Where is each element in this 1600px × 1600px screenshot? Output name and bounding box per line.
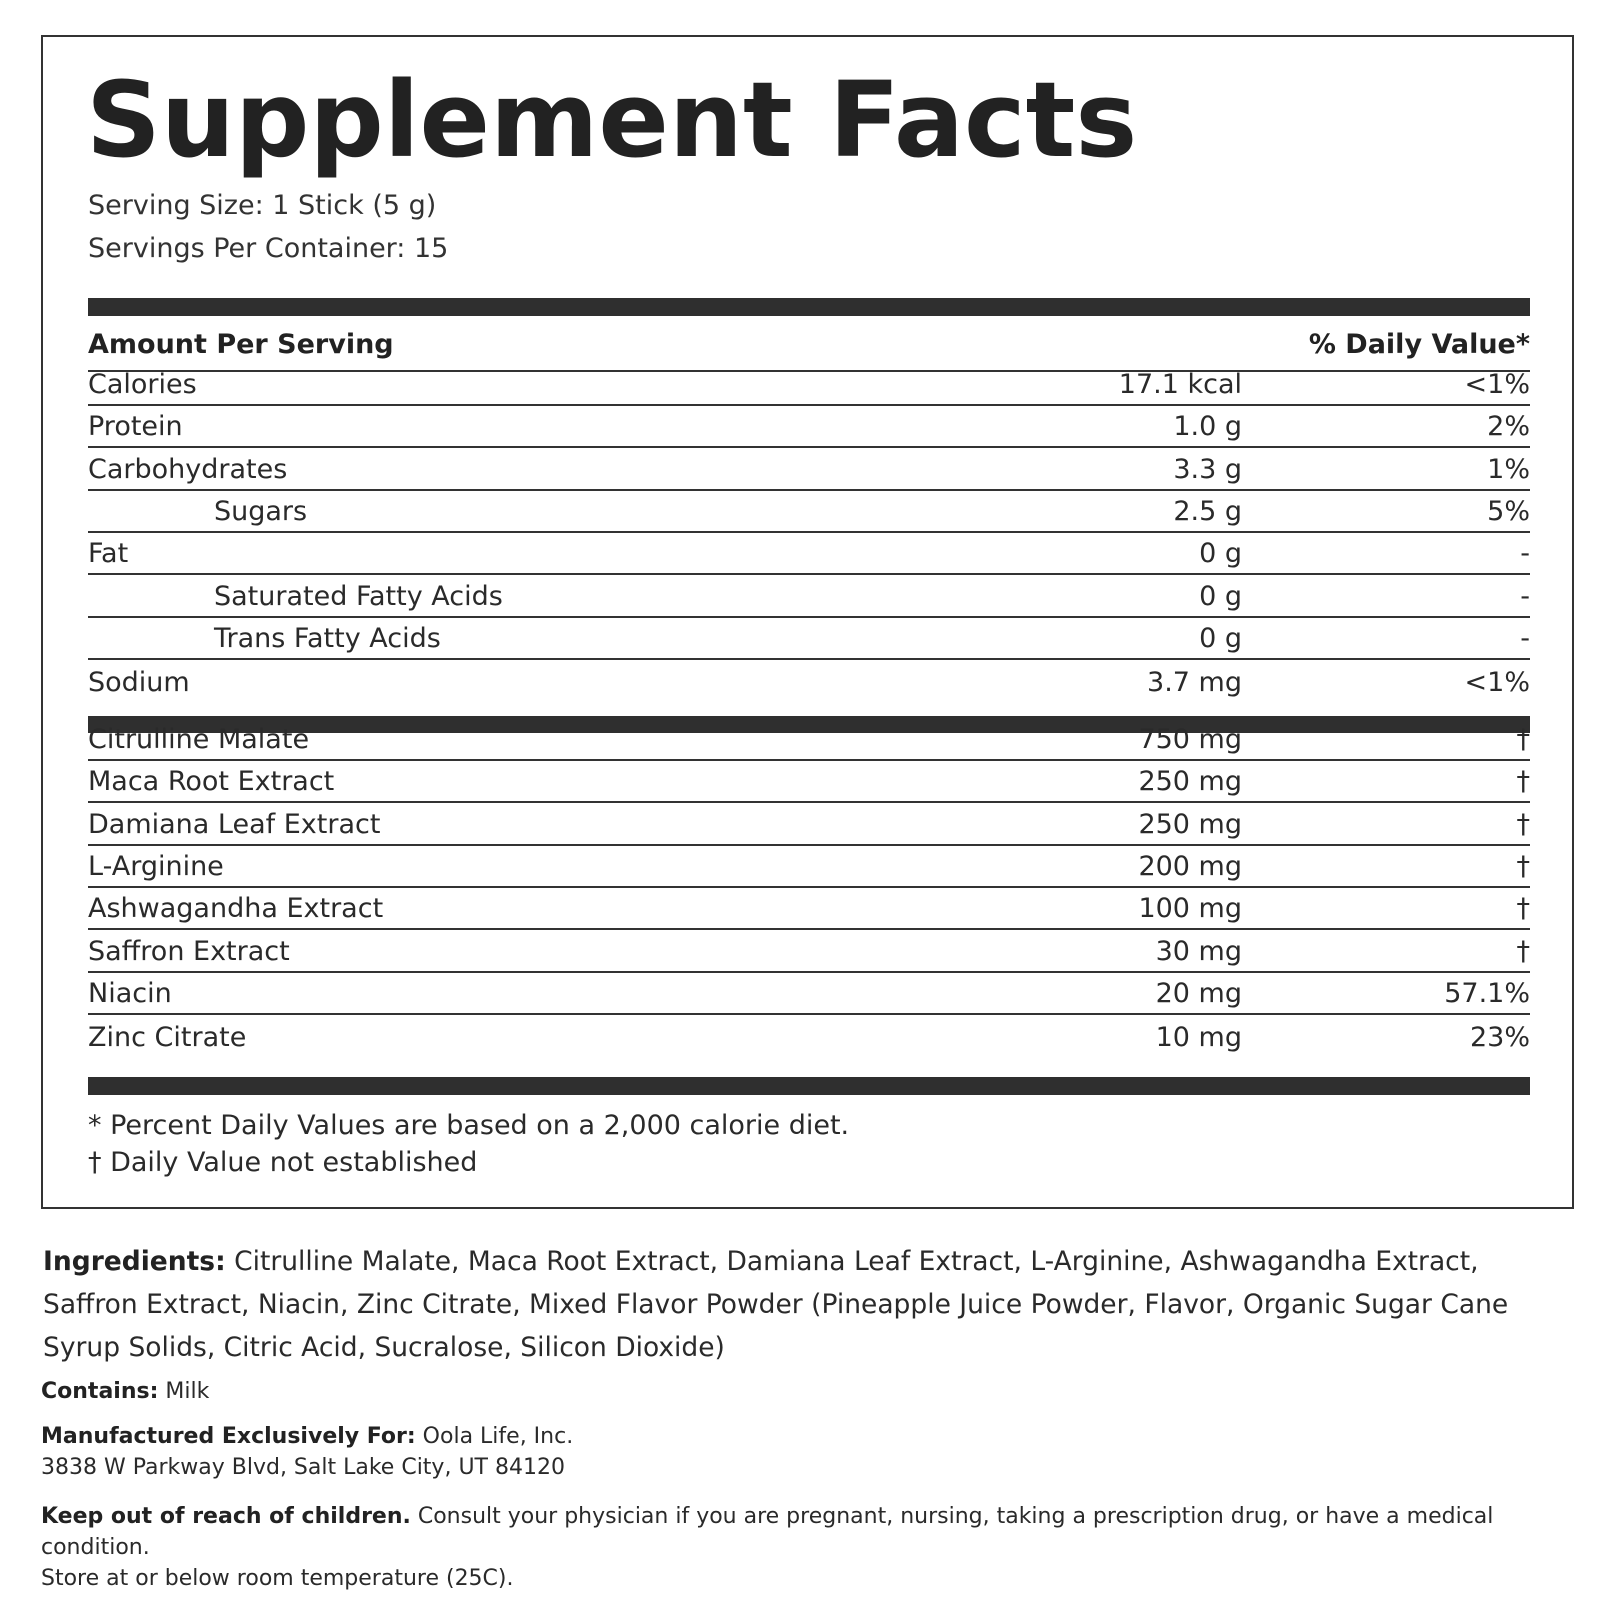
servings-per-container: Servings Per Container: 15 <box>88 233 449 264</box>
nutrient-name: Protein <box>88 411 183 443</box>
ingredient-amount: 10 mg <box>1155 1022 1242 1054</box>
ingredient-name: Niacin <box>88 977 172 1009</box>
panel-title: Supplement Facts <box>86 59 1138 181</box>
storage-text: Store at or below room temperature (25C). <box>41 1566 514 1591</box>
nutrient-name: Fat <box>88 538 129 570</box>
manufacturer-address: 3838 W Parkway Blvd, Salt Lake City, UT 84120 <box>41 1455 565 1480</box>
nutrient-name: Saturated Fatty Acids <box>214 580 503 612</box>
warning-label: Keep out of reach of children. <box>41 1504 411 1529</box>
nutrient-row <box>88 617 1530 660</box>
ingredient-daily-value: † <box>1516 766 1530 798</box>
nutrient-amount: 1.0 g <box>1173 411 1242 443</box>
ingredient-amount: 250 mg <box>1138 808 1242 840</box>
warning-statement <box>41 1501 1581 1594</box>
nutrient-daily-value: 2% <box>1487 411 1530 443</box>
nutrient-daily-value: - <box>1520 538 1530 570</box>
nutrient-daily-value: 1% <box>1487 453 1530 485</box>
ingredient-row <box>88 845 1530 888</box>
ingredient-amount: 750 mg <box>1138 724 1242 755</box>
ingredient-name: Damiana Leaf Extract <box>88 808 381 840</box>
thick-divider-top <box>88 298 1530 316</box>
nutrient-amount: 3.7 mg <box>1147 667 1242 699</box>
manufacturer-label: Manufactured Exclusively For: <box>41 1424 416 1449</box>
ingredient-row <box>88 887 1530 930</box>
nutrient-row <box>88 448 1530 491</box>
ingredients-statement <box>43 1240 1573 1369</box>
ingredient-daily-value: † <box>1516 808 1530 840</box>
ingredient-amount: 30 mg <box>1155 935 1242 967</box>
warning-text: Consult your physician if you are pregnant, nursing, taking a prescription drug, or have a medical condition. <box>41 1504 1494 1560</box>
nutrient-daily-value: - <box>1520 580 1530 612</box>
nutrient-amount: 0 g <box>1199 538 1242 570</box>
nutrient-daily-value: - <box>1520 622 1530 654</box>
ingredient-name: Citrulline Malate <box>88 724 310 755</box>
nutrient-daily-value: 5% <box>1487 495 1530 527</box>
nutrient-row <box>88 659 1530 702</box>
contains-label: Contains: <box>41 1379 159 1404</box>
ingredient-name: Ashwagandha Extract <box>88 893 384 925</box>
ingredient-name: L-Arginine <box>88 850 224 882</box>
allergen-statement <box>41 1376 1581 1407</box>
footnote-dagger: † Daily Value not established <box>88 1147 478 1178</box>
nutrient-amount: 2.5 g <box>1173 495 1242 527</box>
ingredient-amount: 200 mg <box>1138 850 1242 882</box>
ingredient-name: Zinc Citrate <box>88 1022 247 1054</box>
nutrient-row <box>88 405 1530 448</box>
contains-text: Milk <box>158 1379 210 1404</box>
ingredient-row <box>88 972 1530 1015</box>
ingredient-row <box>88 803 1530 846</box>
ingredient-row <box>88 1014 1530 1057</box>
nutrient-amount: 17.1 kcal <box>1118 369 1242 400</box>
ingredient-daily-value: † <box>1516 850 1530 882</box>
nutrient-row <box>88 363 1530 406</box>
ingredients-label: Ingredients: <box>43 1246 226 1277</box>
nutrient-name: Carbohydrates <box>88 453 288 485</box>
nutrient-row <box>88 532 1530 575</box>
manufacturer-statement <box>41 1421 1581 1483</box>
ingredient-row <box>88 718 1530 761</box>
amount-per-serving-label: Amount Per Serving <box>88 329 394 360</box>
ingredient-daily-value: † <box>1516 724 1530 755</box>
daily-value-label: % Daily Value* <box>1308 329 1530 360</box>
thick-divider-bottom <box>88 1077 1530 1095</box>
ingredient-name: Maca Root Extract <box>88 766 335 798</box>
ingredient-amount: 100 mg <box>1138 893 1242 925</box>
ingredient-amount: 20 mg <box>1155 977 1242 1009</box>
manufacturer-line <box>41 1421 1581 1452</box>
nutrient-daily-value: <1% <box>1464 369 1530 400</box>
footnote-daily-value: * Percent Daily Values are based on a 2,000 calorie diet. <box>88 1110 850 1141</box>
ingredient-row <box>88 760 1530 803</box>
warning-line <box>41 1501 1581 1563</box>
manufacturer-name: Oola Life, Inc. <box>415 1424 574 1449</box>
nutrient-row <box>88 575 1530 618</box>
ingredient-name: Saffron Extract <box>88 935 290 967</box>
nutrient-name: Trans Fatty Acids <box>214 622 441 654</box>
ingredient-daily-value: 57.1% <box>1444 977 1530 1009</box>
ingredients-text: Citrulline Malate, Maca Root Extract, Damiana Leaf Extract, L-Arginine, Ashwagandha Extract, Saffron Extract, Niacin, Zinc Citrate, Mixed Flavor Powder (Pineapple Juice Powder, Flavor, Organic Sugar Cane Syrup Solids, Citric Acid, Sucralose, Silicon Dioxide) <box>43 1246 1509 1363</box>
nutrient-amount: 3.3 g <box>1173 453 1242 485</box>
ingredient-amount: 250 mg <box>1138 766 1242 798</box>
nutrient-daily-value: <1% <box>1464 667 1530 699</box>
ingredient-row <box>88 930 1530 973</box>
ingredient-daily-value: † <box>1516 893 1530 925</box>
ingredient-daily-value: 23% <box>1469 1022 1530 1054</box>
nutrient-name: Calories <box>88 369 197 400</box>
nutrient-name: Sodium <box>88 667 190 699</box>
serving-size: Serving Size: 1 Stick (5 g) <box>88 190 437 221</box>
nutrient-row <box>88 490 1530 533</box>
nutrient-name: Sugars <box>214 495 308 527</box>
nutrient-amount: 0 g <box>1199 622 1242 654</box>
nutrient-amount: 0 g <box>1199 580 1242 612</box>
ingredient-daily-value: † <box>1516 935 1530 967</box>
